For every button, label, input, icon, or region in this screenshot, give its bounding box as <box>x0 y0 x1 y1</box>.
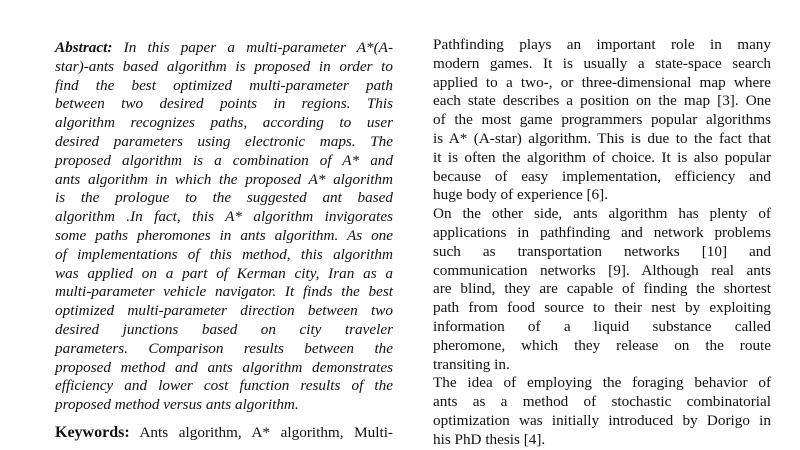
abstract-line-text: ants algorithm in which the proposed A* algorithm <box>55 170 393 188</box>
intro-line: optimization was initially introduced by Dorigo in <box>433 411 771 429</box>
intro-line: huge body of experience [6]. <box>433 186 609 204</box>
abstract-line-text: optimized multi-parameter direction between two <box>55 302 393 320</box>
intro-line: it is often the algorithm of choice. It is also popular <box>433 148 771 166</box>
intro-line: The idea of employing the foraging behavior of <box>433 374 771 392</box>
abstract-line <box>55 359 393 378</box>
intro-line: is A* (A-star) algorithm. This is due to the fact that <box>433 129 771 147</box>
abstract-line-text: multi-parameter vehicle navigator. It finds the best <box>55 283 393 301</box>
abstract-line <box>55 171 393 190</box>
intro-line: applications in pathfinding and network problems <box>433 223 771 241</box>
abstract-line <box>55 152 393 171</box>
intro-line: information of a liquid substance called <box>433 317 771 335</box>
abstract-line-text: is the prologue to the suggested ant based <box>55 189 393 207</box>
abstract-line-text: algorithm recognizes paths, according to user <box>55 114 393 132</box>
abstract-line-text: of implementations of this method, this algorithm <box>55 245 393 263</box>
abstract-line-text: algorithm .In fact, this A* algorithm invigorates <box>55 208 393 226</box>
intro-line: communication networks [9]. Although real ants <box>433 261 771 279</box>
abstract-line-text: In this paper a multi-parameter A*(A- <box>123 39 393 56</box>
abstract-line <box>55 208 393 227</box>
abstract-line <box>55 302 393 321</box>
intro-line: On the other side, ants algorithm has plenty of <box>433 205 771 223</box>
abstract-line-text: proposed method and ants algorithm demonstrates <box>55 358 393 376</box>
intro-line: because of easy implementation, efficiency and <box>433 167 771 185</box>
keywords-heading: Keywords: <box>55 424 130 441</box>
intro-line: such as transportation networks [10] and <box>433 242 771 260</box>
abstract-line <box>55 340 393 359</box>
abstract-line-text: parameters. Comparison results between the <box>55 339 393 357</box>
intro-line: pheromone, which they release on the route <box>433 336 771 354</box>
intro-line: of the most game programmers popular algorithms <box>433 111 771 129</box>
abstract-line <box>55 58 393 77</box>
abstract-line <box>55 189 393 208</box>
abstract-line-text: star)-ants based algorithm is proposed in order to <box>55 57 393 75</box>
abstract-line <box>55 377 393 396</box>
abstract-line <box>55 39 393 58</box>
abstract-line <box>55 396 393 415</box>
abstract-line-text: desired parameters using electronic maps. The <box>55 132 393 150</box>
intro-line: applied to a two-, or three-dimensional map where <box>433 73 771 91</box>
keywords-text: Ants algorithm, A* algorithm, Multi- <box>139 424 393 441</box>
abstract-line-text: desired junctions based on city traveler <box>55 320 393 338</box>
abstract-heading: Abstract: <box>55 39 113 56</box>
intro-line: are blind, they are capable of finding the shortest <box>433 280 771 298</box>
abstract-line-text: between two desired points in regions. This <box>55 95 393 113</box>
intro-line: Pathfinding plays an important role in many <box>433 36 771 53</box>
abstract-line <box>55 283 393 302</box>
introduction-column <box>433 36 771 450</box>
abstract-line-text: find the best optimized multi-parameter path <box>55 76 393 94</box>
abstract-line-text: some paths pheromones in ants algorithm. As one <box>55 226 393 244</box>
abstract-line <box>55 321 393 340</box>
intro-line: ants as a method of stochastic combinatorial <box>433 393 771 411</box>
abstract-line <box>55 133 393 152</box>
abstract-line-text: efficiency and lower cost function results of the <box>55 377 393 395</box>
intro-line: each state describes a position on the map [3]. One <box>433 92 771 110</box>
intro-line: his PhD thesis [4]. <box>433 430 546 448</box>
abstract-line <box>55 77 393 96</box>
abstract-line-text: was applied on a part of Kerman city, Iran as a <box>55 264 393 282</box>
abstract-line <box>55 95 393 114</box>
intro-line: transiting in. <box>433 355 510 373</box>
keywords-line <box>55 424 393 442</box>
intro-line: path from food source to their nest by exploiting <box>433 299 771 317</box>
abstract-column <box>55 39 393 415</box>
abstract-line <box>55 246 393 265</box>
abstract-line-text: proposed method versus ants algorithm. <box>55 396 299 414</box>
intro-line: modern games. It is usually a state-space search <box>433 54 771 72</box>
abstract-line <box>55 227 393 246</box>
abstract-line <box>55 114 393 133</box>
abstract-line <box>55 265 393 284</box>
abstract-line-text: proposed algorithm is a combination of A* and <box>55 151 393 169</box>
